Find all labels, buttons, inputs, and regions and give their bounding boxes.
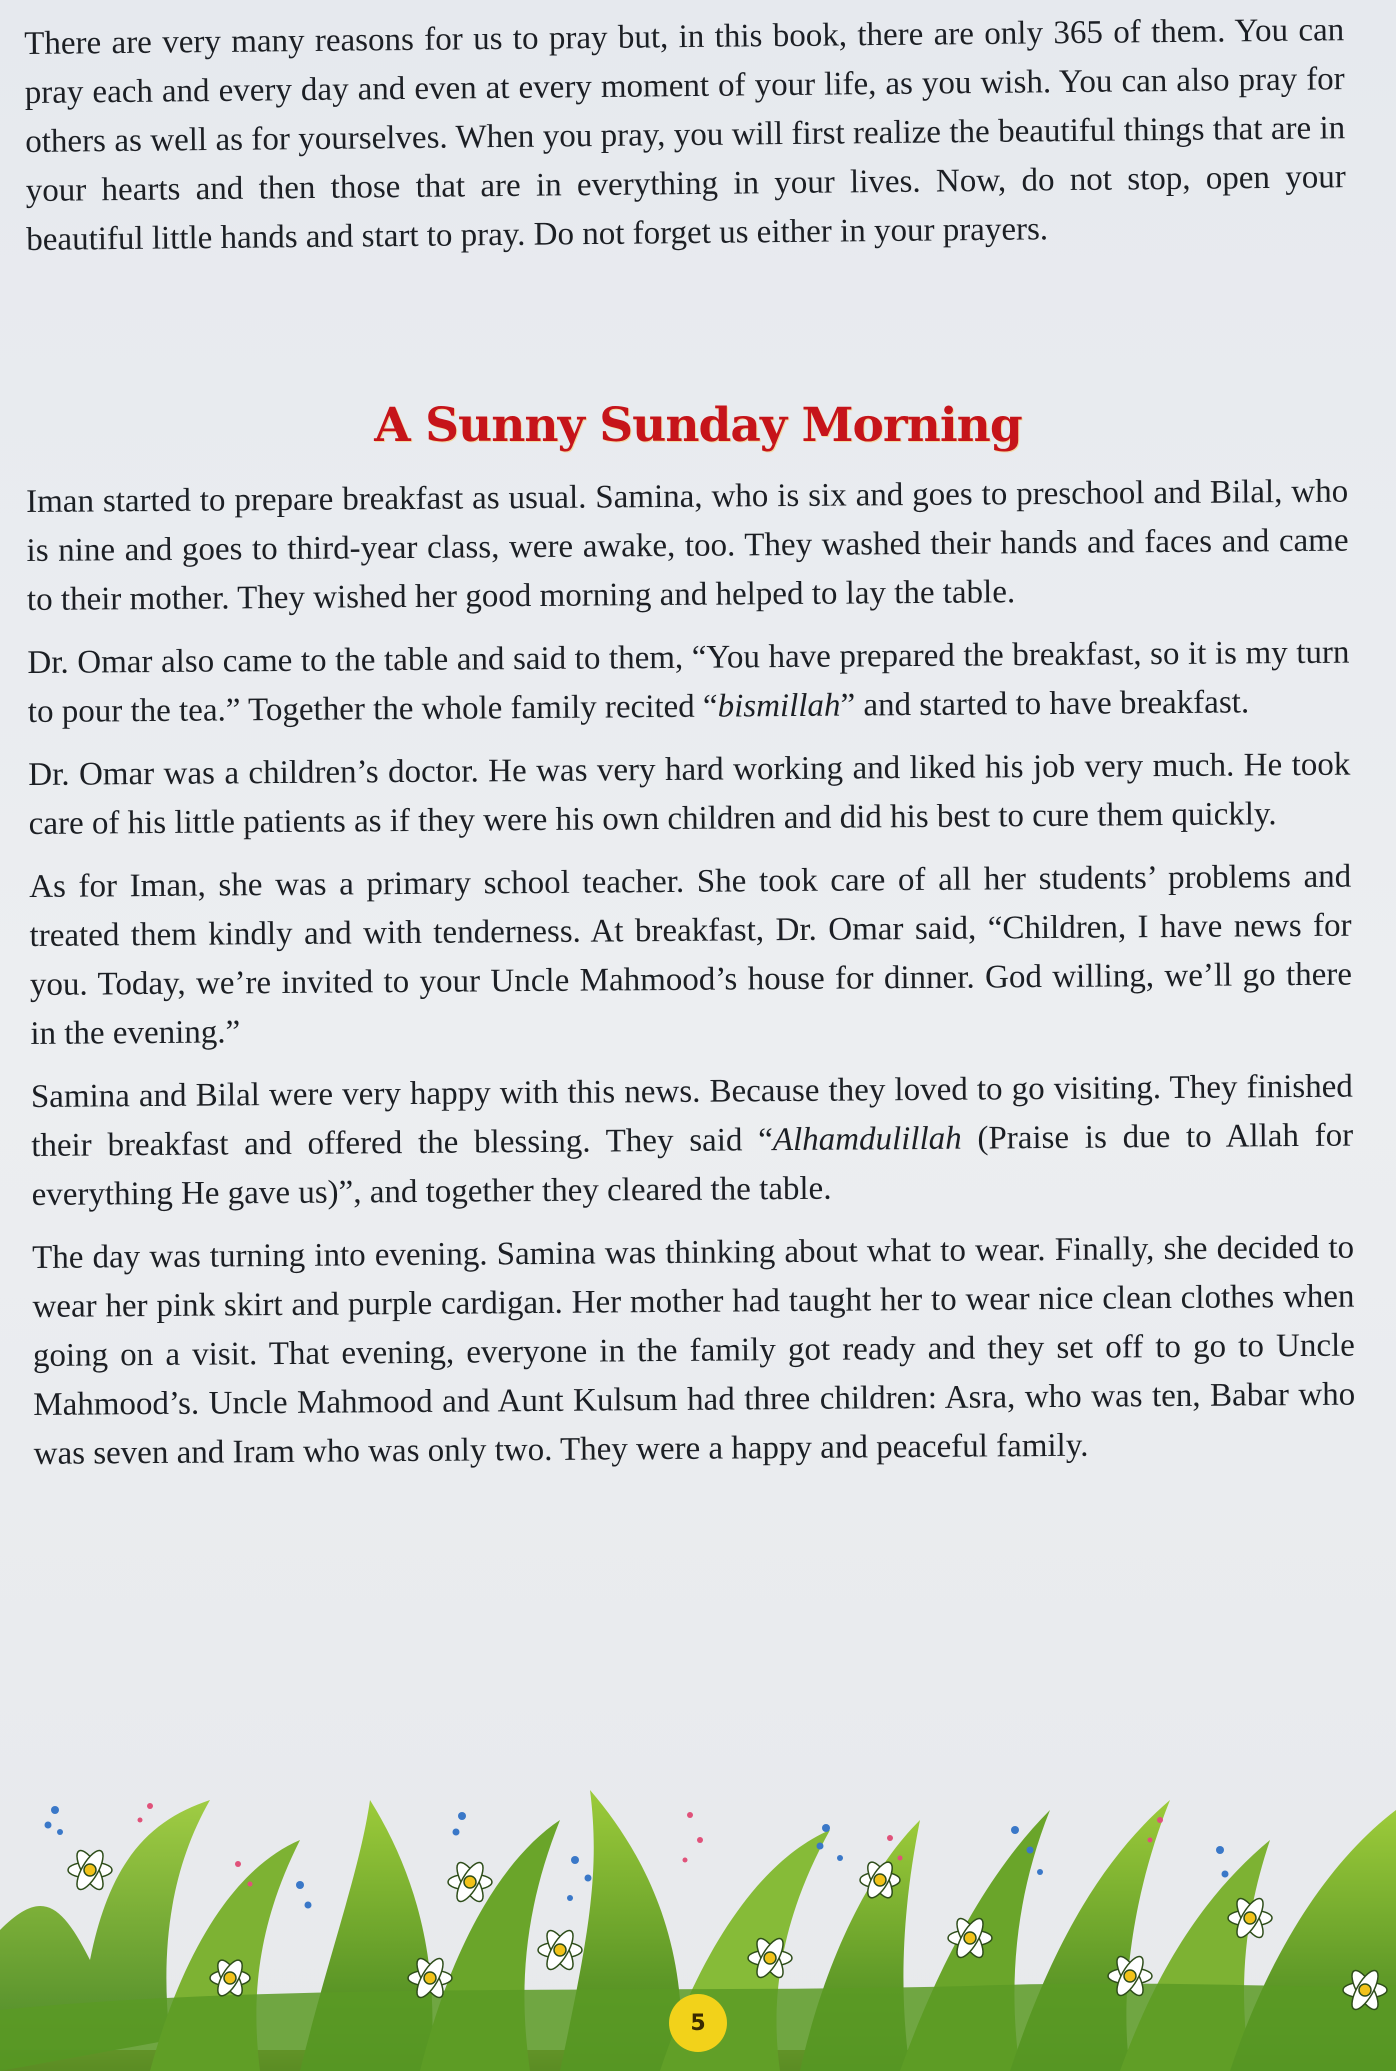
story-paragraph-5: Samina and Bilal were very happy with this news. Because they loved to go visiting. They finished their breakfast and offered the blessing. They said “Alhamdulillah (Praise is due to Allah for everything He gave us)”, and together they cleared the table. (30, 1068, 1354, 1213)
bismillah-term: bismillah (717, 687, 841, 725)
story-paragraph-1: Iman started to prepare breakfast as usual. Samina, who is six and goes to preschool and Bilal, who is nine and goes to third-year class, were awake, too. They washed their hands and faces and came to their mother. They wished her good morning and helped to lay the table. (26, 473, 1349, 618)
story-paragraph-3: Dr. Omar was a children’s doctor. He was very hard working and liked his job very much. He took care of his little patients as if they were his own children and did his best to cure them quickly. (28, 746, 1351, 842)
intro-paragraph: There are very many reasons for us to pray but, in this book, there are only 365 of them. You can pray each and every day and even at every moment of your life, as you wish. You can also pray for others as well as for yourselves. When you pray, you will first realize the beautiful things that are in your hearts and then those that are in everything in your lives. Now, do not stop, open your beautiful little hands and start to pray. Do not forget us either in your prayers. (24, 12, 1346, 258)
story-paragraph-4: As for Iman, she was a primary school teacher. She took care of all her students’ problems and treated them kindly and with tenderness. At breakfast, Dr. Omar said, “Children, I have news for you. Today, we’re invited to your Uncle Mahmood’s house for dinner. God willing, we’ll go there in the evening.” (29, 858, 1353, 1052)
story-paragraph-6: The day was turning into evening. Samina was thinking about what to wear. Finally, she decided to wear her pink skirt and purple cardigan. Her mother had taught her to wear nice clean clothes when going on a visit. That evening, everyone in the family got ready and they set off to go to Uncle Mahmood’s. Uncle Mahmood and Aunt Kulsum had three children: Asra, who was ten, Babar who was seven and Iram who was only two. They were a happy and peaceful family. (31, 1229, 1356, 1472)
story-body (26, 468, 1356, 1493)
story-paragraph-2: Dr. Omar also came to the table and said to them, “You have prepared the breakfast, so it is my turn to pour the tea.” Together the whole family recited “bismillah” and started to have breakfast. (27, 634, 1350, 730)
alhamdulillah-term: Alhamdulillah (772, 1120, 962, 1159)
page-number-badge: 5 (669, 1994, 727, 2052)
story-title: A Sunny Sunday Morning (374, 398, 1022, 453)
